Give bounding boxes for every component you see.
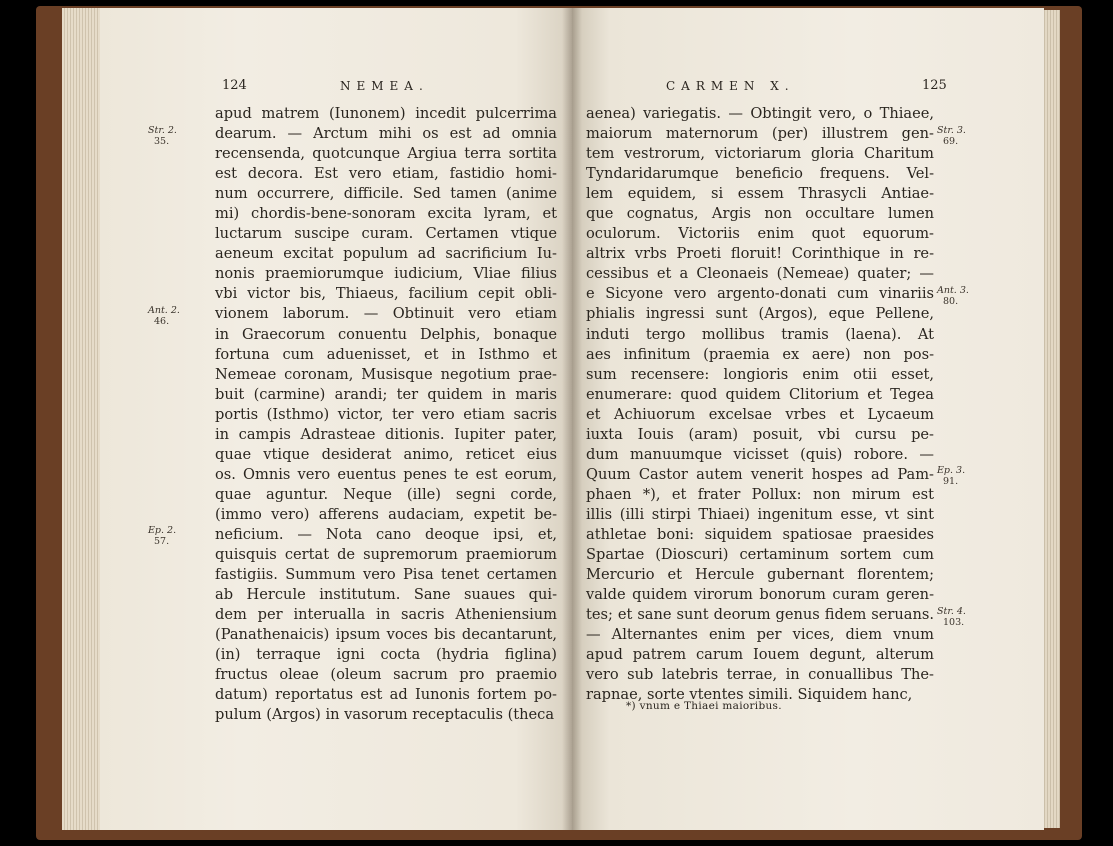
running-head: NEMEA.	[340, 79, 429, 93]
book-gutter	[562, 8, 582, 830]
text-line: phaen *), et frater Pollux: non mirum est	[586, 485, 934, 503]
text-line: enumerare: quod quidem Clitorium et Tegea	[586, 385, 934, 403]
text-line: vero sub latebris terrae, in conuallibus The-	[586, 666, 934, 684]
text-line: oculorum. Victoriis enim quot equorum-	[586, 225, 934, 243]
text-line: ab Hercule institutum. Sane suaues qui-	[215, 586, 557, 604]
page-edges-right	[1042, 10, 1060, 828]
text-line: Nemeae coronam, Musisque negotium prae-	[215, 365, 557, 383]
text-line: (immo vero) afferens audaciam, expetit be-	[215, 505, 557, 523]
margin-note: Str. 2. 35.	[148, 125, 177, 147]
text-line: buit (carmine) arandi; ter quidem in maris	[215, 385, 557, 403]
text-line: (Panathenaicis) ipsum voces bis decantarunt,	[215, 626, 557, 644]
page-number: 125	[922, 78, 947, 93]
text-line: tes; et sane sunt deorum genus fidem seruans.	[586, 606, 934, 624]
text-line: Spartae (Dioscuri) certaminum sortem cum	[586, 546, 934, 564]
text-line: valde quidem virorum bonorum curam geren-	[586, 586, 934, 604]
text-line: recensenda, quotcunque Argiua terra sortita	[215, 145, 557, 163]
text-line: luctarum suscipe curam. Certamen vtique	[215, 225, 557, 243]
text-line: vbi victor bis, Thiaeus, facilium cepit obli-	[215, 285, 557, 303]
margin-note: Ep. 3. 91.	[937, 465, 966, 487]
text-line: maiorum maternorum (per) illustrem gen-	[586, 125, 934, 143]
text-line: aeneum excitat populum ad sacrificium Iu-	[215, 245, 557, 263]
text-line: aes infinitum (praemia ex aere) non pos-	[586, 345, 934, 363]
margin-note: Str. 3. 69.	[937, 125, 966, 147]
text-line: iuxta Iouis (aram) posuit, vbi cursu pe-	[586, 425, 934, 443]
text-line: dearum. — Arctum mihi os est ad omnia	[215, 125, 557, 143]
text-line: Tyndaridarumque beneficio frequens. Vel-	[586, 165, 934, 183]
text-line: tem vestrorum, victoriarum gloria Charitum	[586, 145, 934, 163]
text-line: quae vtique desiderat animo, reticet eius	[215, 445, 557, 463]
text-line: athletae boni: siquidem spatiosae praesides	[586, 525, 934, 543]
text-line: altrix vrbs Proeti floruit! Corinthique in re-	[586, 245, 934, 263]
text-line: fortuna cum aduenisset, et in Isthmo et	[215, 345, 557, 363]
text-line: (in) terraque igni cocta (hydria figlina)	[215, 646, 557, 664]
text-line: e Sicyone vero argento-donati cum vinariis	[586, 285, 934, 303]
text-line: neficium. — Nota cano deoque ipsi, et,	[215, 525, 557, 543]
text-line: in campis Adrasteae ditionis. Iupiter pater,	[215, 425, 557, 443]
text-line: que cognatus, Argis non occultare lumen	[586, 205, 934, 223]
text-line: num occurrere, difficile. Sed tamen (anime	[215, 185, 557, 203]
margin-note: Ant. 2. 46.	[148, 305, 180, 327]
text-line: mi) chordis-bene-sonoram excita lyram, et	[215, 205, 557, 223]
text-line: fastigiis. Summum vero Pisa tenet certamen	[215, 566, 557, 584]
text-line: nonis praemiorumque iudicium, Vliae filius	[215, 265, 557, 283]
right-text-block	[586, 104, 934, 705]
left-page	[100, 8, 572, 830]
text-line: os. Omnis vero euentus penes te est eorum,	[215, 465, 557, 483]
text-line: quae aguntur. Neque (ille) segni corde,	[215, 485, 557, 503]
text-line: aenea) variegatis. — Obtingit vero, o Thiaee,	[586, 105, 934, 122]
text-line: dem per interualla in sacris Atheniensium	[215, 606, 557, 624]
text-line: sum recensere: longioris enim otii esset,	[586, 365, 934, 383]
running-head: CARMEN X.	[666, 79, 795, 93]
text-line: phialis ingressi sunt (Argos), eque Pellene,	[586, 305, 934, 323]
text-line: rapnae, sorte vtentes simili. Siquidem hanc,	[586, 686, 913, 704]
text-line: pulum (Argos) in vasorum receptaculis (theca	[215, 706, 555, 724]
text-line: portis (Isthmo) victor, ter vero etiam sacris	[215, 405, 557, 423]
text-line: apud matrem (Iunonem) incedit pulcerrima	[215, 105, 557, 122]
text-line: et Achiuorum excelsae vrbes et Lycaeum	[586, 405, 934, 423]
text-line: dum manuumque vicisset (quis) robore. —	[586, 445, 934, 463]
page-number: 124	[222, 78, 247, 93]
text-line: in Graecorum conuentu Delphis, bonaque	[215, 325, 557, 343]
text-line: — Alternantes enim per vices, diem vnum	[586, 626, 934, 644]
text-line: datum) reportatus est ad Iunonis fortem po-	[215, 686, 557, 704]
text-line: est decora. Est vero etiam, fastidio homi-	[215, 165, 557, 183]
text-line: Mercurio et Hercule gubernant florentem;	[586, 566, 934, 584]
text-line: quisquis certat de supremorum praemiorum	[215, 546, 557, 564]
margin-note: Str. 4. 103.	[937, 606, 966, 628]
right-page	[572, 8, 1044, 830]
footnote: *) vnum e Thiaei maioribus.	[626, 700, 782, 712]
text-line: induti tergo mollibus tramis (laena). At	[586, 325, 934, 343]
left-text-block	[215, 104, 557, 725]
text-line: lem equidem, si essem Thrasycli Antiae-	[586, 185, 934, 203]
text-line: illis (illi stirpi Thiaei) ingenitum esse, vt sint	[586, 505, 934, 523]
text-line: apud patrem carum Iouem degunt, alterum	[586, 646, 934, 664]
text-line: fructus oleae (oleum sacrum pro praemio	[215, 666, 557, 684]
margin-note: Ep. 2. 57.	[148, 525, 177, 547]
margin-note: Ant. 3. 80.	[937, 285, 969, 307]
text-line: cessibus et a Cleonaeis (Nemeae) quater; —	[586, 265, 934, 283]
text-line: Quum Castor autem venerit hospes ad Pam-	[586, 465, 934, 483]
text-line: vionem laborum. — Obtinuit vero etiam	[215, 305, 557, 323]
